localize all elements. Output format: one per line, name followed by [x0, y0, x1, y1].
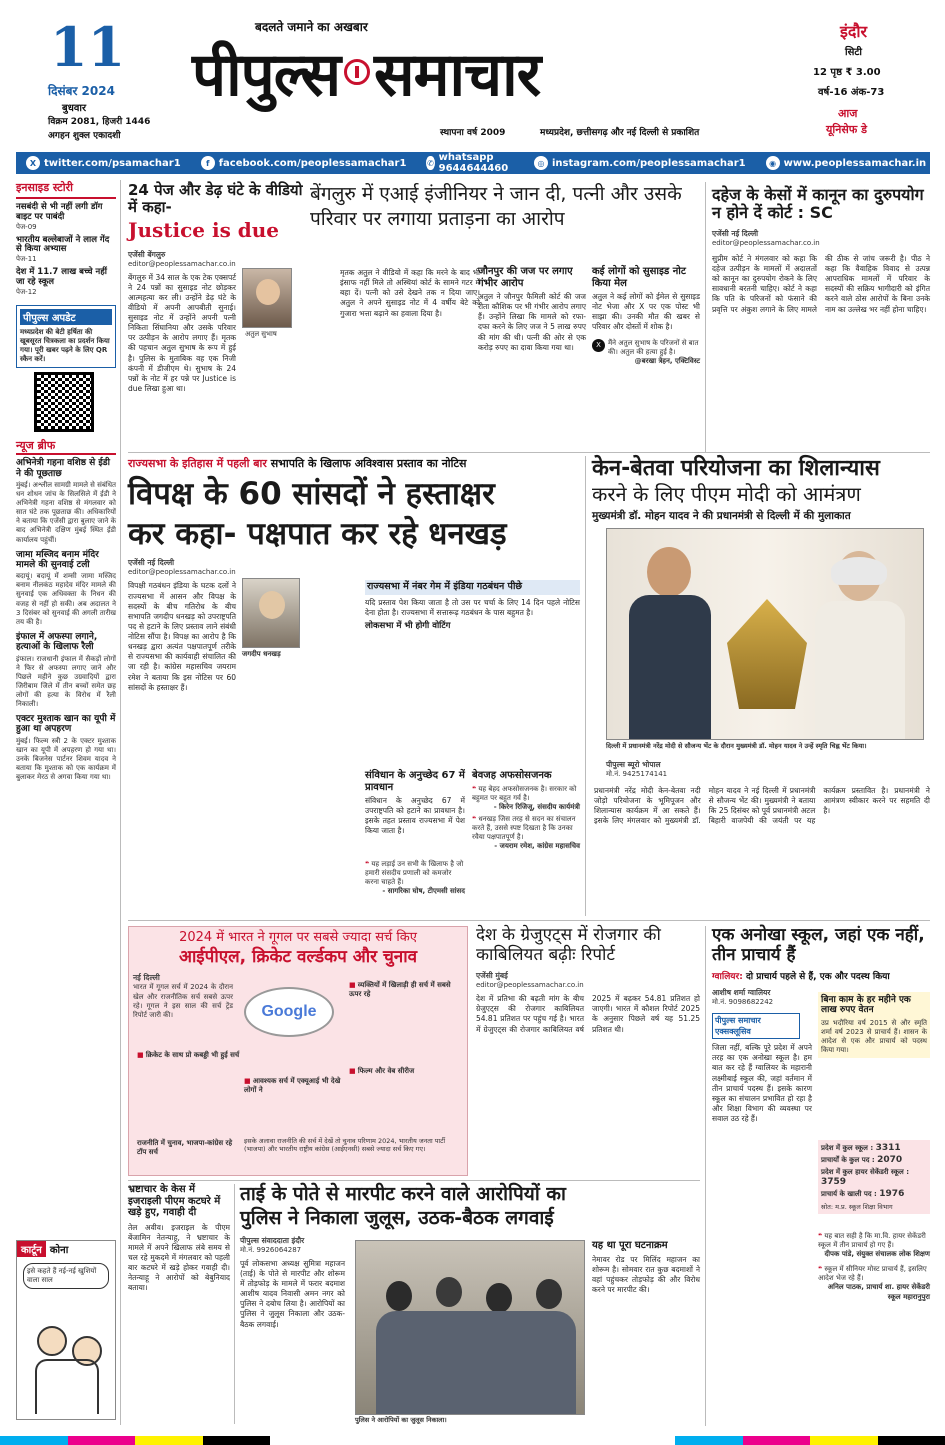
indore-box	[592, 1240, 700, 1295]
footer-left: राजनीति में चुनाव, भाजपा-कांग्रेस रहे टॉप सर्च	[137, 1139, 233, 1157]
quote: ❝ स्कूल में सीनियर मोस्ट प्राचार्य हैं, इसलिए आदेश भेज रहे हैं।	[818, 1265, 927, 1283]
brief-headline: अभिनेत्री गहना वशिष्ठ से ईडी ने की पूछताछ	[16, 458, 110, 479]
photo-atul	[242, 268, 292, 328]
logo-right: समाचार	[374, 40, 541, 110]
byline: एजेंसी नई दिल्ली	[712, 228, 759, 238]
city: इंदौर	[840, 22, 868, 41]
headline: दहेज के केसों में कानून का दुरुपयोग न होने दें कोर्ट : SC	[712, 185, 924, 223]
volume: वर्ष-16 अंक-73	[818, 87, 885, 98]
sub-box-number-game	[365, 580, 580, 632]
point: ■ व्यक्तियों में खिलाड़ी ही सर्च में सबसे ऊपर रहे	[349, 981, 451, 999]
byline: नई दिल्ली	[133, 973, 160, 983]
inside-item[interactable]: भारतीय बल्लेबाजों ने लाल गेंद से किया अभ्यास पेज-11	[16, 234, 110, 264]
story-body: सुप्रीम कोर्ट ने मंगलवार को कहा कि दहेज उत्पीड़न के मामलों में अदालतों को कानून का दुरुपयोग रोकने के लिए सावधानी बरतनी चाहिए। कोर्ट ने कहा कि पति के परिजनों को फंसाने की प्रवृत्ति पर अंकुश लगाने के लिए मामले की ठीक से जांच जरूरी है। पीठ ने कहा कि वैवाहिक विवाद से उत्पन्न आपराधिक मामलों में परिवार के सदस्यों की सक्रिय भागीदारी को इंगित करने वाले ठोस आरोपों के बिना उनके नाम का उल्लेख भर नहीं होना चाहिए।	[712, 253, 930, 314]
story-body: अतुल ने जौनपुर फैमिली कोर्ट की जज रीता कौशिक पर भी गंभीर आरोप लगाए हैं। उन्होंने लिखा कि मामले को रफा-दफा करने के लिए जज ने 5 लाख रुपए की मांग की थी। पत्नी की ओर से एक करोड़ रुपए का दावा किया गया था।	[478, 292, 586, 352]
story-body: मृतक अतुल ने वीडियो में कहा कि मरने के बाद भी इंसाफ नहीं मिले तो अस्थियां कोर्ट के सामने गटर में बहा दें। पत्नी को उसे देखने तक न दिया जाए। अतुल ने अपने सुसाइड नोट में 4 वर्षीय बेटे को गुजारा भत्ता बढ़ाने का हवाला दिया है।	[340, 268, 480, 318]
update-text: मध्यप्रदेश की बेटी हर्षिता की खूबसूरत चित्रकला का प्रदर्शन किया गया। पूरी खबर पढ़ने के लिए QR स्कैन करें।	[20, 327, 110, 364]
quote: ❝ यह बात सही है कि मा.वि. हायर सेकेंडरी स्कूल में तीन प्राचार्य हो गए हैं।	[818, 1232, 926, 1250]
story-graduates	[476, 926, 700, 1176]
story-body: भारत में गूगल सर्च में 2024 के दौरान खेल और राजनीतिक सर्च सबसे ऊपर रहे। गूगल ने इस साल की सर्च ट्रेंड रिपोर्ट जारी की।	[133, 983, 233, 1019]
headline: देश के ग्रेजुएट्स में रोजगार की काबिलियत बढ़ीः रिपोर्ट	[476, 925, 661, 965]
email: editor@peoplessamachar.co.in	[476, 981, 584, 990]
established: स्थापना वर्ष 2009	[440, 128, 506, 138]
phone: मो.नं. 9098682242	[712, 998, 774, 1007]
story-israel	[128, 1184, 230, 1424]
point: ■ आवश्यक सर्च में एक्यूआई भी देखे लोगों ने	[244, 1077, 341, 1095]
story-jaunpur	[478, 266, 586, 353]
subhead: ग्वालियर: दो प्राचार्य पहले से हैं, एक और पदस्थ किया	[712, 972, 890, 983]
photo-caption: दिल्ली में प्रधानमंत्री नरेंद्र मोदी से सौजन्य भेंट के दौरान मुख्यमंत्री डॉ. मोहन यादव ने उन्हें स्मृति चिह्न भेंट किया।	[606, 742, 867, 750]
headline-line1: केन-बेतवा परियोजना का शिलान्यास	[592, 456, 880, 481]
masthead	[0, 0, 945, 150]
headline-line1: ताई के पोते से मारपीट करने वाले आरोपियों का	[240, 1183, 566, 1205]
phone: मो.नं. 9926064287	[240, 1245, 302, 1254]
headline-line2: कर कहा- पक्षपात कर रहे धनखड़	[128, 515, 507, 552]
stat-row: प्रदेश में कुल स्कूल : 3311	[821, 1143, 901, 1153]
left-sidebar	[16, 180, 116, 1425]
headline: बेंगलुरु में एआई इंजीनियर ने जान दी, पत्नी और उसके परिवार पर लगाया प्रताड़ना का आरोप	[310, 183, 682, 230]
logo-title	[192, 32, 782, 112]
email: editor@peoplessamachar.co.in	[128, 259, 236, 268]
photo-dhankhar	[242, 578, 300, 648]
email: editor@peoplessamachar.co.in	[712, 238, 820, 247]
quote-by: - जयराम रमेश, कांग्रेस महासचिव	[494, 842, 580, 851]
quote-box	[472, 770, 580, 851]
story-body: अतुल ने कई लोगों को ईमेल से सुसाइड नोट भेजा और X पर एक पोस्ट भी साझा की। उनकी मौत की खबर से परिवार और दोस्तों में शोक है।	[592, 292, 700, 332]
headline-line2: पुलिस ने निकाला जुलूस, उठक-बैठक लगवाई	[240, 1206, 554, 1229]
byline: पीपुल्स संवाददाता इंदौर	[240, 1235, 305, 1245]
brief-text: मुंबई। फिल्म स्त्री 2 के एक्टर मुश्ताक खान का यूपी में अपहरण हो गया था। उनके बिजनेस पार्टनर शिवम यादव ने बताया कि मुश्ताक को एक कार्यक्रम में बुलाकर मेरठ से अगवा किया गया था।	[16, 736, 116, 782]
social-web[interactable]: ◉ www.peoplessamachar.in	[756, 156, 937, 170]
box-headline: बेवजह अफसोसजनक	[472, 770, 552, 781]
social-bar	[16, 152, 930, 174]
quote: ❝ यह लड़ाई उन सभी के खिलाफ है जो हमारी संसदीय प्रणाली को कमजोर करना चाहते हैं।	[365, 860, 464, 887]
photo-caption: जगदीप धनखड़	[242, 650, 281, 658]
qr-code[interactable]	[34, 372, 94, 432]
quote-box-2	[365, 860, 465, 896]
stat-row: प्रदेश में कुल हायर सेकेंडरी स्कूल : 3759	[821, 1168, 910, 1188]
tithi: अगहन शुक्ल एकादशी	[48, 131, 121, 141]
weekday: बुधवार	[62, 103, 87, 114]
story-body: देश में प्रतिभा की बढ़ती मांग के बीच ग्रेजुएट्स की रोजगार काबिलियत 54.81 प्रतिशत पर पहुंच गई है। भारत में ग्रेजुएट्स की रोजगार काबिलियत वर्ष 2025 में बढ़कर 54.81 प्रतिशत हो जाएगी। भारत में कौशल रिपोर्ट 2025 के अनुसार पिछले वर्ष यह 51.25 प्रतिशत थी।	[476, 994, 700, 1034]
tagline: बदलते जमाने का अखबार	[255, 20, 368, 34]
source: स्रोत: म.प्र. स्कूल शिक्षा विभाग	[821, 1202, 893, 1211]
school-quotes	[818, 1232, 930, 1302]
logo-left: पीपुल्स	[192, 40, 341, 110]
inside-story-title: इनसाइड स्टोरी	[16, 180, 116, 199]
headline-line1: विपक्ष के 60 सांसदों ने हस्ताक्षर	[128, 476, 495, 512]
social-twitter[interactable]: X twitter.com/psamachar1	[16, 156, 191, 170]
stat-row: प्राचार्य के खाली पद : 1976	[821, 1189, 905, 1200]
box-headline: राज्यसभा में नंबर गेम में इंडिया गठबंधन पीछे	[365, 580, 580, 595]
story-body: पूर्व लोकसभा अध्यक्ष सुमित्रा महाजन (ताई) के पोते से मारपीट और शोरूम में तोड़फोड़ के मामले में फरार बदमाश आशीष यादव निवासी अमन नगर को पुलिस ने दबोच लिया है। आरोपियों का पुलिस ने जुलूस निकाला और उठक-बैठक लगवाई।	[240, 1258, 345, 1329]
byline: एजेंसी मुंबई	[476, 971, 508, 981]
subhead: मुख्यमंत्री डॉ. मोहन यादव ने की प्रधानमंत्री से दिल्ली में की मुलाकात	[592, 510, 851, 523]
email: editor@peoplessamachar.co.in	[128, 568, 236, 577]
logo-pen-icon	[344, 59, 370, 85]
box-body: नेमावर रोड पर मिलिंद महाजन का शोरूम है। सोमवार रात कुछ बदमाशों ने वहां पहुंचकर तोड़फोड़ की और विरोध करने पर मारपीट की।	[592, 1254, 700, 1294]
headline: एक अनोखा स्कूल, जहां एक नहीं, तीन प्राचार्य हैं	[712, 925, 925, 965]
vikram-samvat: विक्रम 2081, हिजरी 1446	[48, 117, 151, 127]
headline: जौनपुर की जज पर लगाए गंभीर आरोप	[478, 266, 573, 289]
headline: कई लोगों को सुसाइड नोट किया मेल	[592, 266, 686, 289]
facebook-icon: f	[201, 156, 215, 170]
brief-headline: इंफाल में अफस्पा लगाने, हत्याओं के खिलाफ रैली	[16, 631, 98, 653]
photo-cm-pm	[606, 528, 924, 740]
byline: आशीष शर्मा ग्वालियर	[712, 988, 771, 998]
exclusive-tag: पीपुल्स समाचार एक्सक्लूसिव	[712, 1013, 800, 1039]
date-month: दिसंबर 2024	[48, 84, 115, 98]
edition: सिटी	[845, 47, 862, 58]
quote-by: @बरखा त्रेहन, एक्टिविस्ट	[634, 356, 700, 365]
story-body: विपक्षी गठबंधन इंडिया के घटक दलों ने राज्यसभा में आसन और विपक्ष के सदस्यों के बीच गतिरोध के बीच सभापति जगदीप धनखड़ को उपराष्ट्रपति पद से हटाने के लिए प्रस्ताव लाने संबंधी नोटिस सौंपा है। विपक्ष का आरोप है कि धनखड़ द्वारा अत्यंत पक्षपातपूर्ण तरीके से राज्यसभा की कार्यवाही संचालित की जा रही है। कांग्रेस महासचिव जयराम रमेश ने बताया कि इस नोटिस पर 60 सांसदों के हस्ताक्षर हैं।	[128, 581, 236, 692]
photo-caption: अतुल सुभाष	[245, 330, 277, 338]
google-logo: Google	[244, 987, 334, 1037]
box-headline: बिना काम के हर महीने एक लाख रुपए वेतन	[821, 995, 911, 1016]
headline-red: Justice is due	[128, 217, 280, 242]
inside-item[interactable]: देश में 11.7 लाख बच्चे नहीं जा रहे स्कूल पेज-12	[16, 267, 107, 296]
cartoon-label: कार्टून	[17, 1241, 46, 1257]
peoples-update-box	[16, 305, 116, 368]
stat-row: प्राचार्यों के कुल पद : 2070	[821, 1154, 903, 1165]
pages-price: 12 पृष्ठ ₹ 3.00	[813, 67, 881, 78]
school-box	[818, 992, 930, 1058]
headline: 24 पेज और डेढ़ घंटे के वीडियो में कहा-	[128, 181, 303, 217]
story-dowry	[712, 186, 930, 451]
point: ■ क्रिकेट के साथ प्रो कबड्डी भी हुई सर्च	[137, 1051, 240, 1059]
byline: एजेंसी बेंगलुरु	[128, 249, 166, 259]
date-day: 11	[50, 15, 126, 79]
social-instagram[interactable]: ◎ instagram.com/peoplessamachar1	[524, 156, 756, 170]
box-headline: यह था पूरा घटनाक्रम	[592, 1240, 668, 1251]
inside-item[interactable]: नसबंदी से भी नहीं लगी डॉग बाइट पर पाबंदी पेज-09	[16, 202, 103, 231]
brief-headline: एक्टर मुश्ताक खान का यूपी में हुआ था अपहरण	[16, 714, 116, 735]
corner-label: कोना	[49, 1245, 69, 1256]
box-headline: संविधान के अनुच्छेद 67 में प्रावधान	[365, 770, 465, 793]
quote-by: अनिल पाठक, प्राचार्य शा. हायर सेकेंडरी स्कूल महारानुपुरा	[827, 1283, 930, 1301]
box-body: संविधान के अनुच्छेद 67 में उपराष्ट्रपति को हटाने का प्रावधान है। इसके तहत प्रस्ताव राज्यसभा में पेश किया जाता है।	[365, 796, 465, 836]
x-icon: X	[26, 156, 40, 170]
quote-by: - किरेन रिजिजू, संसदीय कार्यमंत्री	[493, 802, 580, 811]
quote: ❝ धनखड़ जिस तरह से सदन का संचालन करते हैं, उससे स्पष्ट दिखता है कि उनका रवैया पक्षपातपूर्ण है।	[472, 814, 576, 841]
brief-text: मुंबई। अश्लील सामग्री मामले से संबंधित धन शोधन जांच के सिलसिले में ईडी ने अभिनेत्री गहना वशिष्ठ से मंगलवार को सात घंटे तक पूछताछ की। अधिकारियों ने बताया कि एजेंसी द्वारा बुलाए जाने के बाद अभिनेत्री दक्षिण मुंबई स्थित ईडी कार्यालय पहुंचीं।	[16, 480, 116, 544]
byline: एजेंसी नई दिल्ली	[128, 558, 175, 568]
social-whatsapp[interactable]: ✆ whatsapp 9644644460	[427, 152, 509, 174]
headline-top: 2024 में भारत ने गूगल पर सबसे ज्यादा सर्च किए	[179, 930, 417, 945]
footer-right: इसके अलावा राजनीति की सर्च में देखें तो चुनाव परिणाम 2024, भारतीय जनता पार्टी (भाजपा) और भारतीय राष्ट्रीय कांग्रेस (आईएनसी) सबसे ज्यादा सर्च किए गए।	[244, 1137, 446, 1154]
cartoon-bubble: इसे कहते हैं नई-नई खुशियों वाला साल	[23, 1263, 109, 1289]
story-body: जिला नहीं, बल्कि पूरे प्रदेश में अपने तरह का एक अनोखा स्कूल है। हम बात कर रहे हैं ग्वालियर के महारानी लक्ष्मीबाई स्कूल की, जहां वर्तमान में तीन प्राचार्य पदस्थ हैं। इसके कारण स्कूल का संचालन प्रभावित हो रहा है और शिक्षा विभाग की व्यवस्था पर सवाल उठ रहे हैं।	[712, 1043, 812, 1124]
photo-caption: पुलिस ने आरोपियों का जुलूस निकाला।	[355, 1416, 447, 1424]
story-body: प्रधानमंत्री नरेंद्र मोदी केन-बेतवा नदी जोड़ो परियोजना के भूमिपूजन और शिलान्यास कार्यक्रम में आ सकते हैं। इसके लिए मंगलवार को मुख्यमंत्री डॉ. मोहन यादव ने नई दिल्ली में प्रधानमंत्री से सौजन्य भेंट की। मुख्यमंत्री ने बताया कि 25 दिसंबर को पूर्व प्रधानमंत्री अटल बिहारी वाजपेयी की जयंती पर यह कार्यक्रम प्रस्तावित है। प्रधानमंत्री ने आमंत्रण स्वीकार करने पर सहमति दी है।	[594, 786, 930, 826]
kicker: राज्यसभा के इतिहास में पहली बार सभापति के खिलाफ अविश्वास प्रस्ताव का नोटिस	[128, 457, 467, 470]
story-google	[128, 926, 468, 1176]
update-label: पीपुल्स अपडेट	[20, 309, 112, 325]
article-67-box	[365, 770, 465, 837]
headline-red: आईपीएल, क्रिकेट वर्ल्डकप और चुनाव	[178, 946, 418, 967]
school-stats	[818, 1140, 930, 1214]
today-label: आज	[838, 107, 858, 120]
headline: भ्रष्टाचार के केस में इजराइली पीएम कटघरे में खड़े हुए, गवाही दी	[128, 1184, 221, 1218]
box-subhead: लोकसभा में भी होगी वोटिंग	[365, 621, 451, 632]
point: ■ फिल्म और वेब सीरीज	[349, 1067, 415, 1075]
globe-icon: ◉	[766, 156, 780, 170]
quote-by: दीपक पांडे, संयुक्त संचालक लोक शिक्षण	[824, 1250, 930, 1259]
box-body: यदि प्रस्ताव पेश किया जाता है तो उस पर चर्चा के लिए 14 दिन पहले नोटिस देना होता है। राज्यसभा में सत्तारूढ़ गठबंधन के पास बहुमत है।	[365, 597, 580, 618]
cartoon-box	[16, 1240, 116, 1420]
story-body: बेंगलुरु में 34 साल के एक टेक एक्सपर्ट ने 24 पन्नों का सुसाइड नोट छोड़कर आत्महत्या कर ली। उन्होंने डेढ़ घंटे के वीडियो में अपनी आपबीती सुनाई। सुसाइड नोट में उन्होंने अपनी पत्नी निकिता सिंघानिया और उसके परिवार पर उत्पीड़न के आरोप लगाए हैं। मृतक की पहचान अतुल सुभाष के रूप में हुई है। पुलिस के मुताबिक वह एक निजी कंपनी में डीजीएम थे। सुभाष के 24 पन्नों के नोट में हर पन्ने पर Justice is due लिखा हुआ था।	[128, 272, 236, 393]
brief-text: बदायूं। बदायूं में शम्सी जामा मस्जिद बनाम नीलकंठ महादेव मंदिर मामले की सुनवाई एक अधिवक्ता के निधन की वजह से नहीं हो सकी। अब अदालत ने 3 दिसंबर को सुनवाई की अगली तारीख तय की है।	[16, 572, 116, 626]
social-facebook[interactable]: f facebook.com/peoplessamachar1	[191, 156, 417, 170]
x-icon: X	[592, 339, 605, 352]
ken-betwa-byline: पीपुल्स ब्यूरो भोपाल मो.नं. 9425174141	[606, 760, 668, 778]
news-brief-title: न्यूज ब्रीफ	[16, 438, 116, 455]
quote-by: - सागरिका घोष, टीएमसी सांसद	[382, 887, 465, 896]
today-event: यूनिसेफ डे	[826, 123, 867, 136]
whatsapp-icon: ✆	[426, 156, 434, 170]
brief-text: इंफाल। राजधानी इंफाल में सैकड़ों लोगों ने फिर से अफस्पा लगाए जाने और पिछले महीने कुछ उग्रवादियों द्वारा जिरीबाम जिले में तीन बच्चों समेत छह लोगों की हत्या के विरोध में रैली निकाली।	[16, 654, 116, 708]
story-suicide-note	[592, 266, 700, 366]
story-body: तेल अवीव। इजराइल के पीएम बेंजामिन नेतन्याहू, ने भ्रष्टाचार के मामले में अपने खिलाफ लंबे समय से चल रहे मुकदमे में मंगलवार को पहली बार कटघरे में खड़े होकर गवाही दी। नेतन्याहू ने आरोपों को बेबुनियाद बताया।	[128, 1222, 230, 1293]
published-from: मध्यप्रदेश, छत्तीसगढ़ और नई दिल्ली से प्रकाशित	[540, 128, 700, 138]
box-body: उप्र भदौरिया वर्ष 2015 से और स्मृति शर्मा वर्ष 2023 से प्राचार्य हैं। शासन के आदेश से एक और प्राचार्य को पदस्थ किया गया।	[821, 1018, 927, 1054]
brief-headline: जामा मस्जिद बनाम मंदिर मामले की सुनवाई टली	[16, 549, 99, 570]
quote: ❝ यह बेहद अफसोसजनक है। सरकार को बहुमत पर बहुत गर्व है।	[472, 784, 577, 802]
x-post: X मैंने अतुल सुभाष के परिजनों से बात की। अतुल की हत्या हुई है।	[592, 339, 700, 357]
cartoon-figure-icon	[37, 1326, 67, 1356]
instagram-icon: ◎	[534, 156, 548, 170]
photo-procession	[355, 1240, 585, 1415]
headline-line2: करने के लिए पीएम मोदी को आमंत्रण	[592, 482, 861, 507]
color-bar	[0, 1436, 945, 1445]
